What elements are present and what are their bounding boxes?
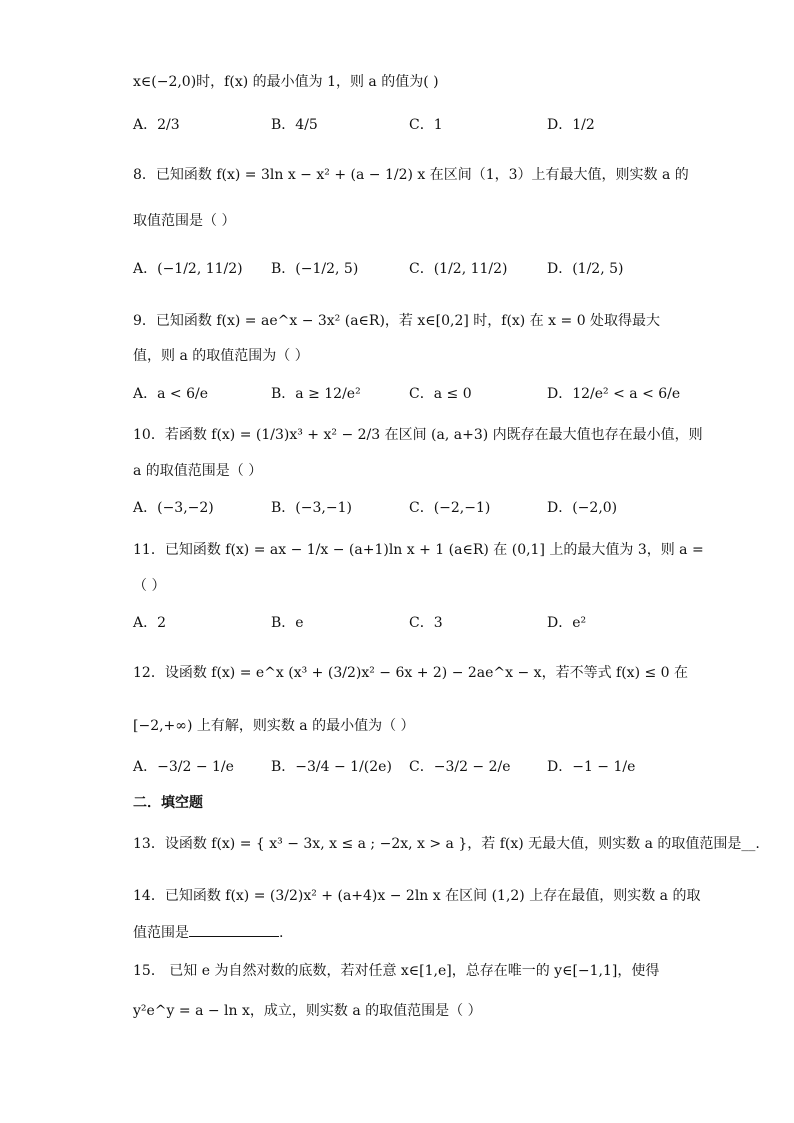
q12-stem-line1: 12．设函数 f(x) = e^x (x³ + (3/2)x² − 6x + 2) − 2ae^x − x，若不等式 f(x) ≤ 0 在 xyxy=(133,665,689,681)
q11-option-a[interactable]: A．2 xyxy=(133,615,167,631)
q10-option-b[interactable]: B．(−3,−1) xyxy=(271,500,352,516)
q8-option-a[interactable]: A．(−1/2, 11/2) xyxy=(133,261,243,277)
q8-stem-line1: 8．已知函数 f(x) = 3ln x − x² + (a − 1/2) x 在区间（1，3）上有最大值，则实数 a 的 xyxy=(133,167,689,183)
q11-option-d[interactable]: D．e² xyxy=(547,615,587,631)
q7-stem-tail: x∈(−2,0)时，f(x) 的最小值为 1，则 a 的值为( ) xyxy=(133,74,439,90)
q14-stem-text: 值范围是 xyxy=(133,925,189,941)
q7-option-c[interactable]: C．1 xyxy=(409,117,443,133)
q15-stem-line2: y²e^y = a − ln x，成立，则实数 a 的取值范围是（ ） xyxy=(133,1003,482,1019)
q8-option-c[interactable]: C．(1/2, 11/2) xyxy=(409,261,508,277)
q7-option-a[interactable]: A．2/3 xyxy=(133,117,180,133)
q10-stem-line1: 10．若函数 f(x) = (1/3)x³ + x² − 2/3 在区间 (a, a+3) 内既存在最大值也存在最小值，则 xyxy=(133,427,703,443)
q10-option-d[interactable]: D．(−2,0) xyxy=(547,500,618,516)
q12-option-b[interactable]: B．−3/4 − 1/(2e) xyxy=(271,759,392,775)
q12-option-c[interactable]: C．−3/2 − 2/e xyxy=(409,759,511,775)
q11-stem-line2: （ ） xyxy=(133,578,166,594)
q15-stem-line1: 15． 已知 e 为自然对数的底数，若对任意 x∈[1,e]，总存在唯一的 y∈[−1,1]，使得 xyxy=(133,963,660,979)
q10-stem-line2: a 的取值范围是（ ） xyxy=(133,463,263,479)
q11-stem-line1: 11．已知函数 f(x) = ax − 1/x − (a+1)ln x + 1 (a∈R) 在 (0,1] 上的最大值为 3，则 a = xyxy=(133,542,704,558)
q11-option-b[interactable]: B．e xyxy=(271,615,304,631)
q10-options xyxy=(133,487,653,527)
q9-options xyxy=(133,373,681,413)
q8-stem-line2: 取值范围是（ ） xyxy=(133,213,236,229)
q10-option-c[interactable]: C．(−2,−1) xyxy=(409,500,491,516)
q12-options xyxy=(133,746,653,786)
q11-options xyxy=(133,602,653,642)
q13-stem: 13．设函数 f(x) = { x³ − 3x, x ≤ a ; −2x, x > a }，若 f(x) 无最大值，则实数 a 的取值范围是__. xyxy=(133,836,760,852)
q9-option-c[interactable]: C．a ≤ 0 xyxy=(409,386,472,402)
q9-stem-line1: 9．已知函数 f(x) = ae^x − 3x² (a∈R)，若 x∈[0,2] 时，f(x) 在 x = 0 处取得最大 xyxy=(133,313,661,329)
q8-option-d[interactable]: D．(1/2, 5) xyxy=(547,261,624,277)
q8-option-b[interactable]: B．(−1/2, 5) xyxy=(271,261,359,277)
q14-answer-blank[interactable] xyxy=(189,922,279,937)
q14-stem-line2 xyxy=(133,922,283,943)
section-heading-fill-in: 二．填空题 xyxy=(133,795,203,811)
q7-option-b[interactable]: B．4/5 xyxy=(271,117,318,133)
q12-stem-line2: [−2,+∞) 上有解，则实数 a 的最小值为（ ） xyxy=(133,718,415,734)
q14-stem-line1: 14．已知函数 f(x) = (3/2)x² + (a+4)x − 2ln x 在区间 (1,2) 上存在最值，则实数 a 的取 xyxy=(133,888,701,904)
q11-option-c[interactable]: C．3 xyxy=(409,615,443,631)
q9-option-a[interactable]: A．a < 6/e xyxy=(133,386,208,402)
q10-option-a[interactable]: A．(−3,−2) xyxy=(133,500,214,516)
q9-option-d[interactable]: D．12/e² < a < 6/e xyxy=(547,386,681,402)
q7-option-d[interactable]: D．1/2 xyxy=(547,117,595,133)
q12-option-a[interactable]: A．−3/2 − 1/e xyxy=(133,759,234,775)
q7-options xyxy=(133,104,653,144)
q9-option-b[interactable]: B．a ≥ 12/e² xyxy=(271,386,361,402)
q8-options xyxy=(133,248,653,288)
q12-option-d[interactable]: D．−1 − 1/e xyxy=(547,759,636,775)
q9-stem-line2: 值，则 a 的取值范围为（ ） xyxy=(133,348,309,364)
q14-period: . xyxy=(279,925,284,941)
